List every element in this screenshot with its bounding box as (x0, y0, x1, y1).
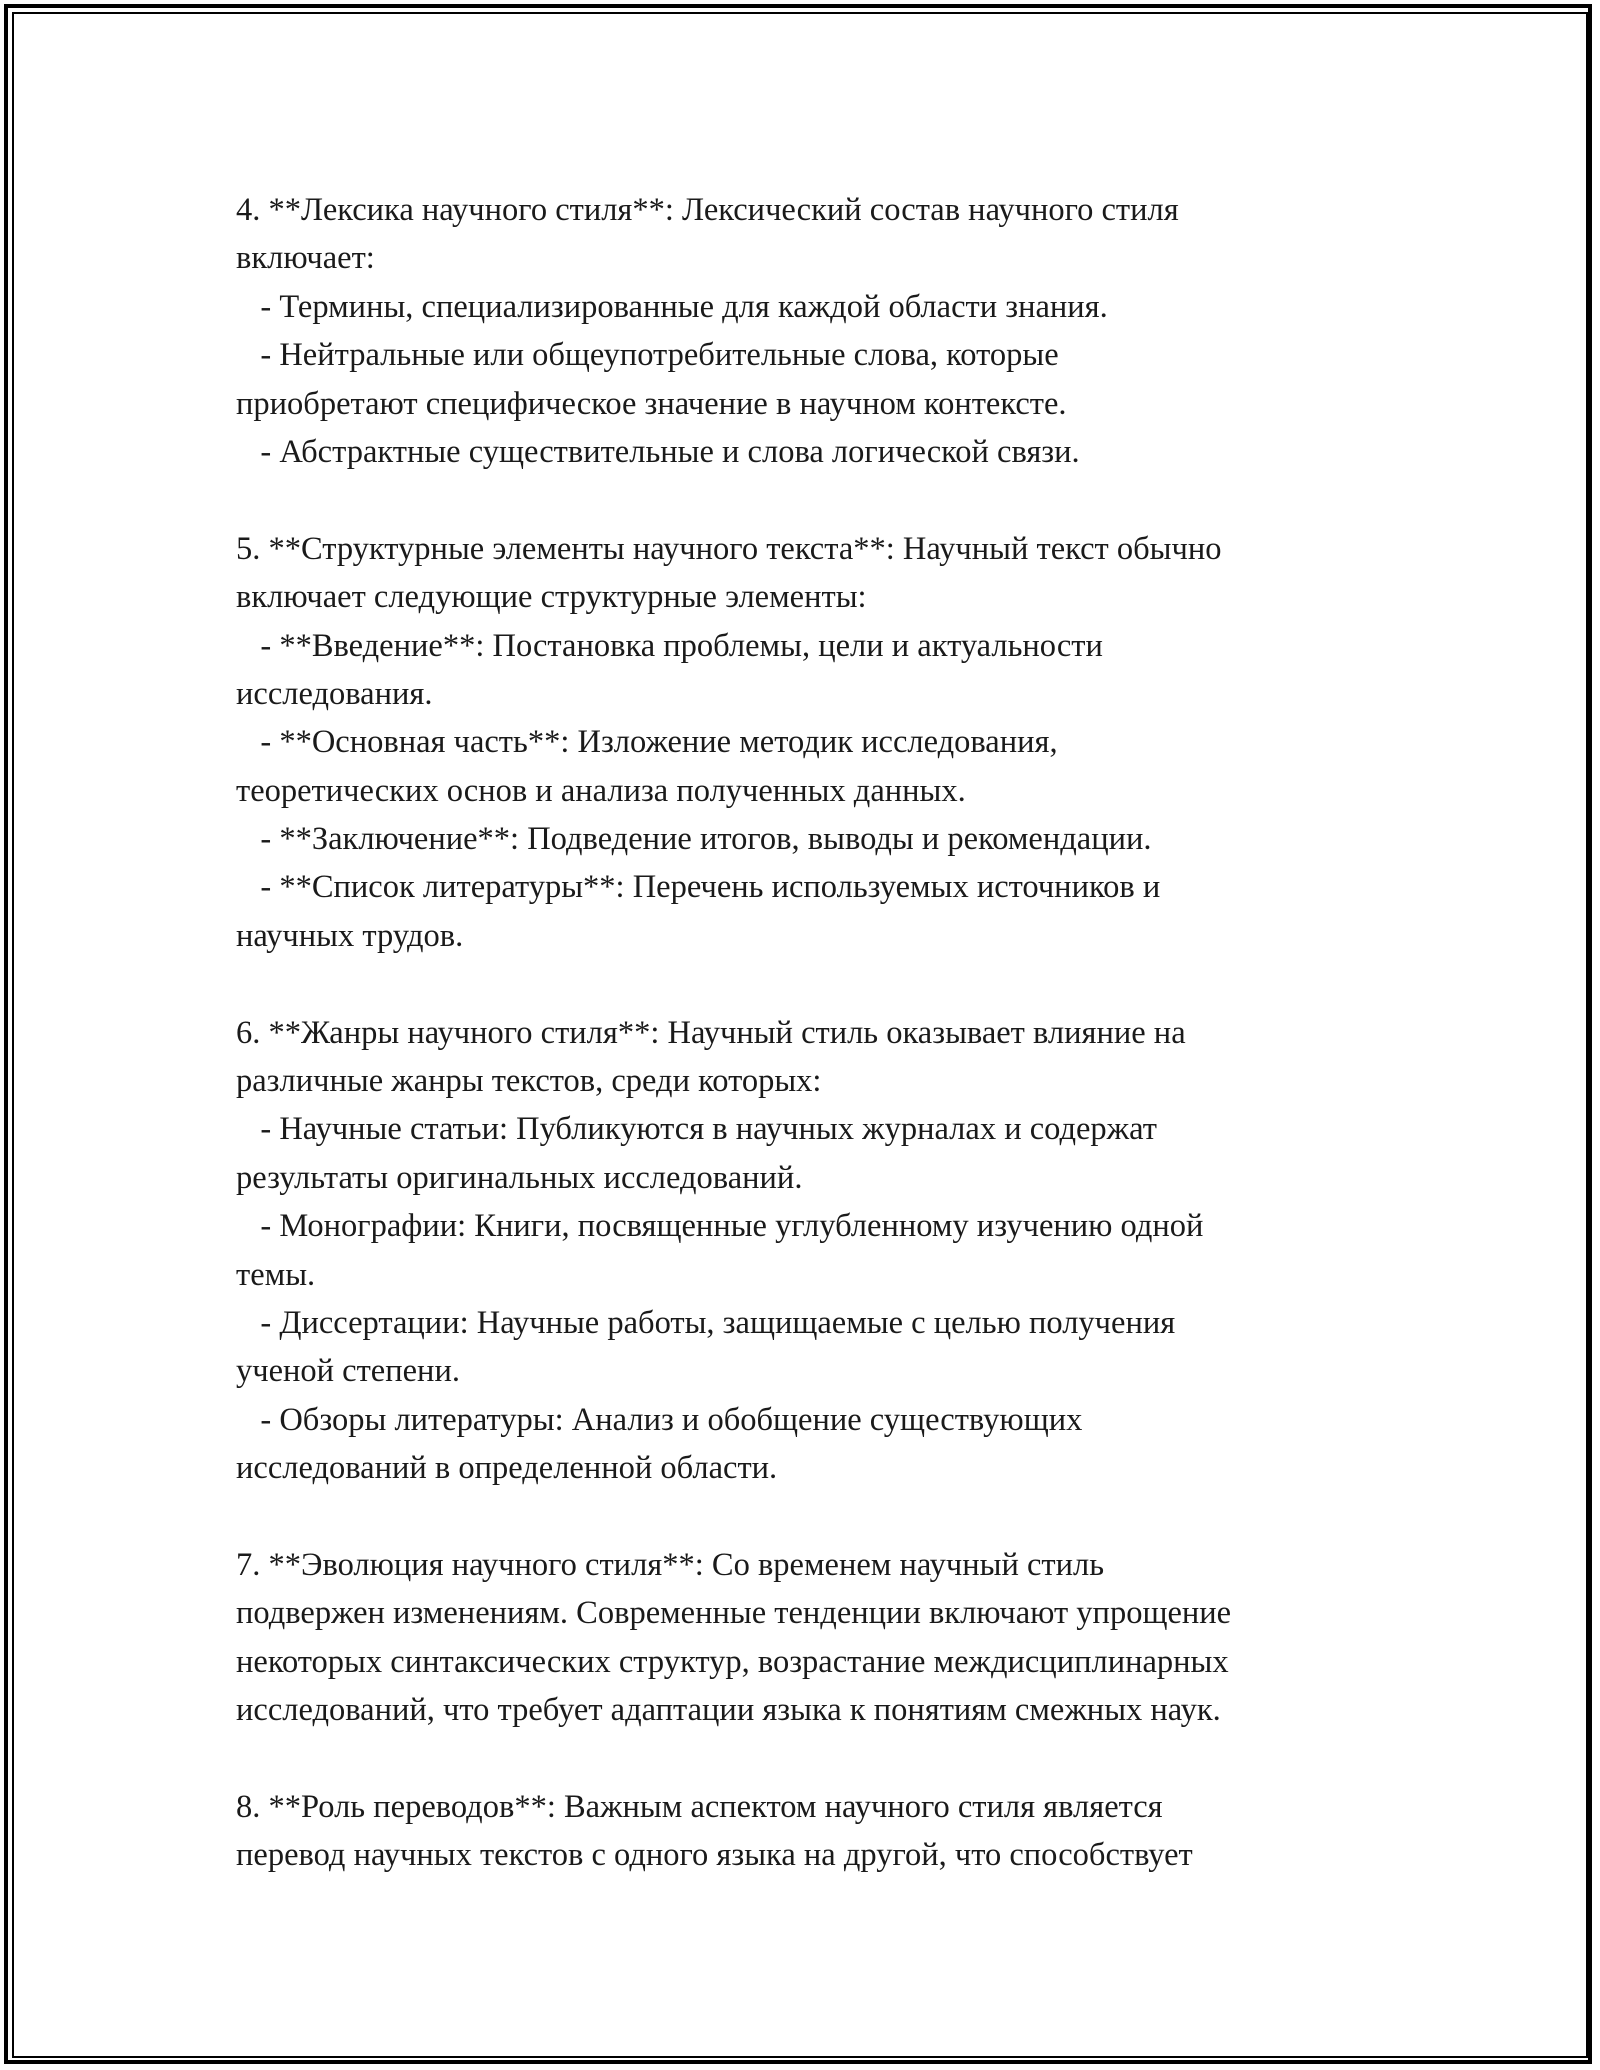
text-line: - Абстрактные существительные и слова логической связи. (236, 433, 1080, 470)
text-line: 5. **Структурные элементы научного текста**: Научный текст обычно (236, 530, 1222, 567)
text-line: - **Введение**: Постановка проблемы, цели и актуальности (236, 627, 1103, 664)
text-line: научных трудов. (236, 917, 464, 954)
text-line: - Монографии: Книги, посвященные углубленному изучению одной (236, 1208, 1204, 1245)
text-line: 7. **Эволюция научного стиля**: Со временем научный стиль (236, 1546, 1105, 1583)
text-line: некоторых синтаксических структур, возрастание междисциплинарных (236, 1643, 1229, 1680)
text-line: включает следующие структурные элементы: (236, 579, 867, 616)
text-line: результаты оригинальных исследований. (236, 1159, 803, 1196)
text-line: подвержен изменениям. Современные тенденции включают упрощение (236, 1595, 1232, 1632)
text-line: - Научные статьи: Публикуются в научных журналах и содержат (236, 1111, 1157, 1148)
text-line: ученой степени. (236, 1353, 460, 1390)
text-line: теоретических основ и анализа полученных данных. (236, 772, 966, 809)
text-line: - Термины, специализированные для каждой области знания. (236, 288, 1108, 325)
text-line: 8. **Роль переводов**: Важным аспектом научного стиля является (236, 1788, 1163, 1825)
text-line: 6. **Жанры научного стиля**: Научный стиль оказывает влияние на (236, 1014, 1186, 1051)
document-body (236, 186, 1396, 1880)
text-line: исследований в определенной области. (236, 1450, 778, 1487)
text-line: включает: (236, 240, 375, 277)
text-line: исследований, что требует адаптации языка к понятиям смежных наук. (236, 1692, 1221, 1729)
paragraph-gap (236, 1493, 1396, 1541)
paragraph-gap (236, 1735, 1396, 1783)
text-line: - Нейтральные или общеупотребительные слова, которые (236, 337, 1059, 374)
text-line: перевод научных текстов с одного языка на другой, что способствует (236, 1837, 1193, 1874)
text-line: приобретают специфическое значение в научном контексте. (236, 385, 1067, 422)
text-line: - Диссертации: Научные работы, защищаемые с целью получения (236, 1304, 1176, 1341)
text-line: различные жанры текстов, среди которых: (236, 1063, 822, 1100)
section-evolution (236, 1541, 1396, 1735)
text-line: исследования. (236, 675, 433, 712)
paragraph-gap (236, 960, 1396, 1008)
section-translations (236, 1783, 1396, 1880)
text-line: - Обзоры литературы: Анализ и обобщение существующих (236, 1401, 1083, 1438)
text-line: 4. **Лексика научного стиля**: Лексический состав научного стиля (236, 192, 1179, 228)
text-line: темы. (236, 1256, 316, 1293)
section-genres (236, 1009, 1396, 1493)
section-lexicon (236, 186, 1396, 476)
text-line: - **Основная часть**: Изложение методик исследования, (236, 724, 1058, 761)
text-line: - **Список литературы**: Перечень используемых источников и (236, 869, 1161, 906)
section-structure (236, 525, 1396, 961)
text-line: - **Заключение**: Подведение итогов, выводы и рекомендации. (236, 821, 1152, 858)
paragraph-gap (236, 476, 1396, 524)
